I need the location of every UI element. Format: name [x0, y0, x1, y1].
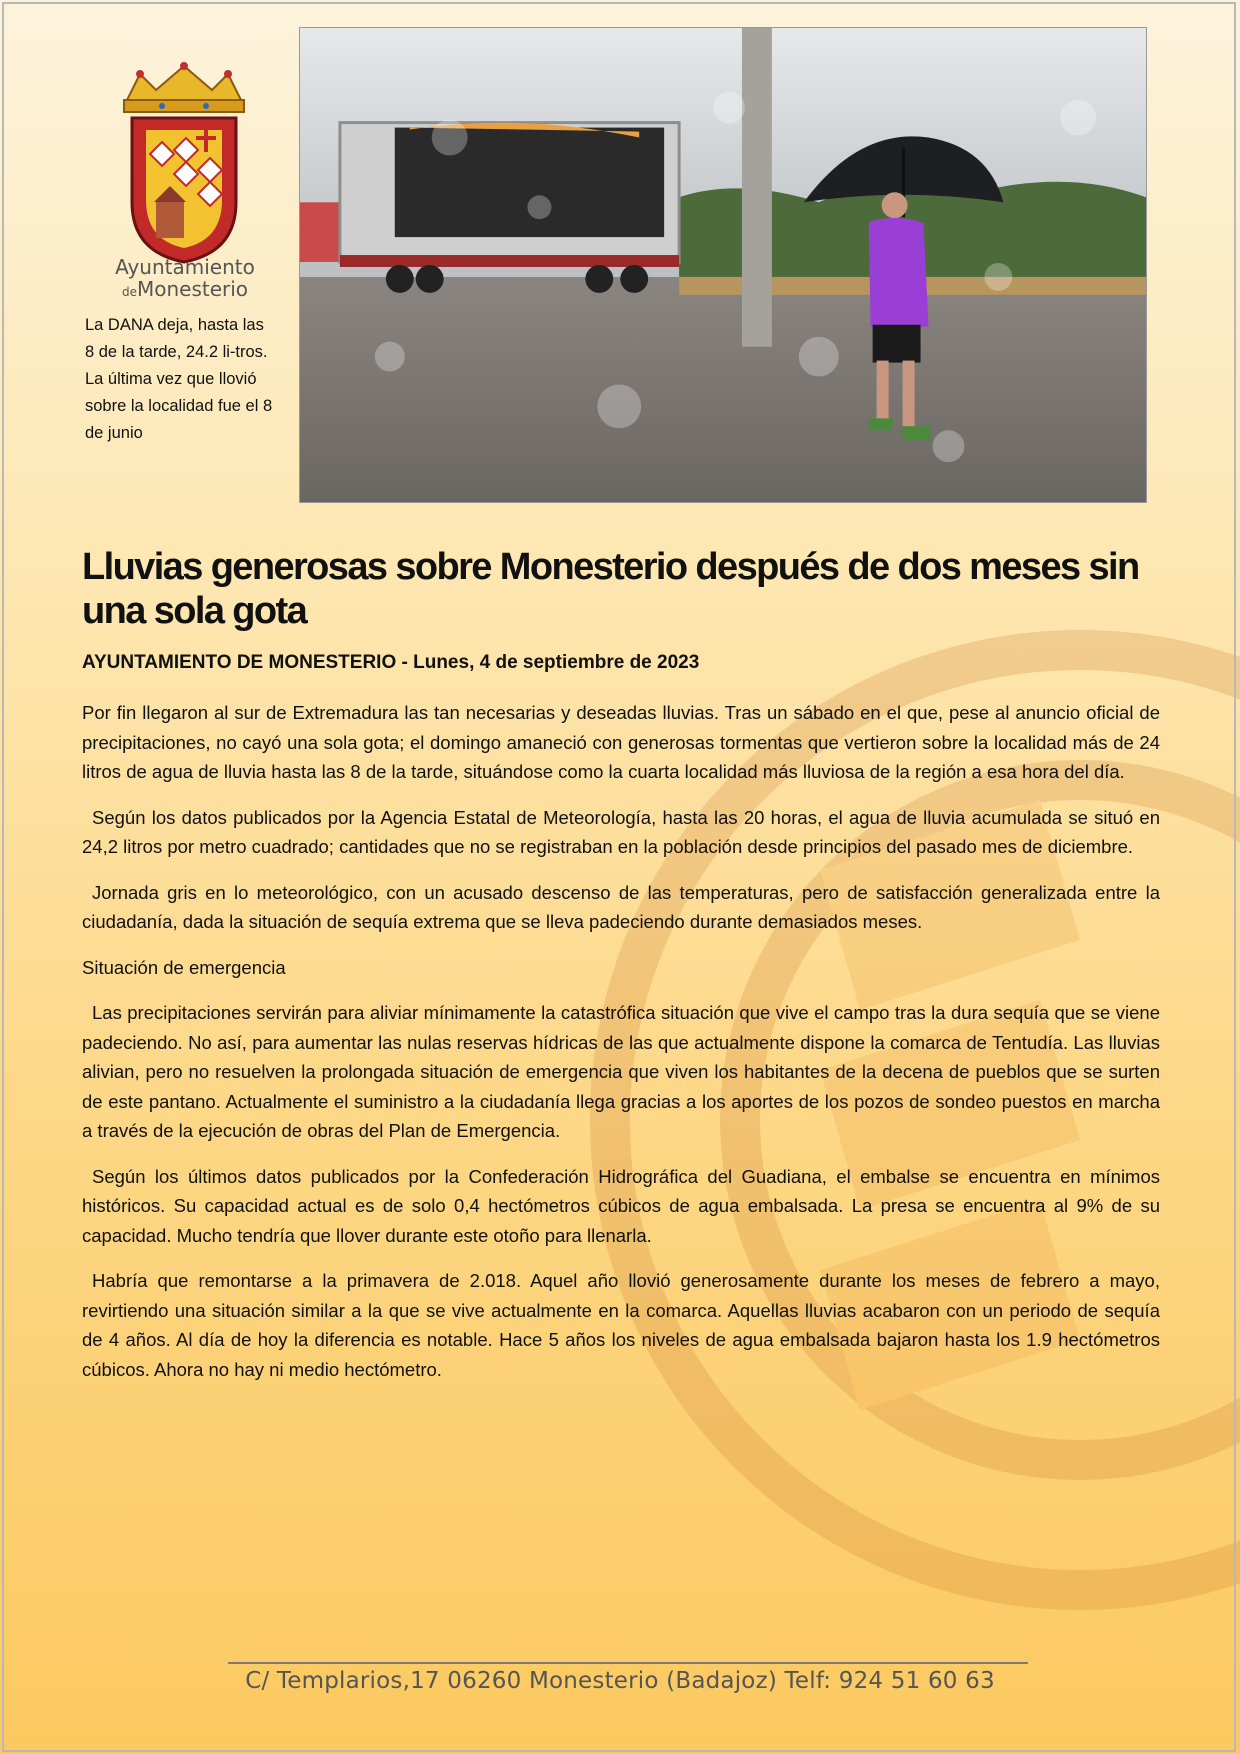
- section-subheading: Situación de emergencia: [82, 956, 286, 978]
- article-byline: AYUNTAMIENTO DE MONESTERIO - Lunes, 4 de septiembre de 2023: [82, 652, 700, 673]
- paragraph-2: Según los datos publicados por la Agencia Estatal de Meteorología, hasta las 20 horas, el agua de lluvia acumulada se situó en 24,2 litros por metro cuadrado; cantidades que no se registraban en la población desde principios del pasado mes de diciembre.: [82, 806, 1160, 857]
- article-body: [82, 698, 1160, 1400]
- paragraph-5: Según los últimos datos publicados por la Confederación Hidrográfica del Guadiana, el embalse se encuentra en mínimos históricos. Su capacidad actual es de solo 0,4 hectómetros cúbicos de agua embalsada. La presa se encuentra al 9% de su capacidad. Mucho tendría que llover durante este otoño para llenarla.: [82, 1165, 1160, 1246]
- paragraph-3: Jornada gris en lo meteorológico, con un acusado descenso de las temperaturas, pero de satisfacción generalizada entre la ciudadanía, dada la situación de sequía extrema que se lleva padeciendo durante demasiados meses.: [82, 881, 1160, 932]
- article-headline: Lluvias generosas sobre Monesterio después de dos meses sin una sola gota: [82, 546, 1139, 632]
- logo-line-ayuntamiento: Ayuntamiento: [115, 255, 255, 279]
- logo-wordmark: [100, 256, 270, 303]
- rain-photo: [299, 27, 1147, 503]
- logo-line-monesterio: deMonesterio: [121, 277, 249, 301]
- footer-divider: [228, 1662, 1028, 1664]
- photo-caption: La DANA deja, hasta las 8 de la tarde, 24.2 li-tros. La última vez que llovió sobre la localidad fue el 8 de junio: [85, 316, 273, 442]
- paragraph-4: Las precipitaciones servirán para aliviar mínimamente la catastrófica situación que vive el campo tras la dura sequía que se viene padeciendo. No así, para aumentar las nulas reservas hídricas de las que actualmente dispone la comarca de Tentudía. Las lluvias alivian, pero no resuelven la prolongada situación de emergencia que viven los habitantes de la decena de pueblos que se surten de este pantano. Actualmente el suministro a la ciudadanía llega gracias a los aportes de los pozos de sondeo puestos en marcha a través de la ejecución de obras del Plan de Emergencia.: [82, 1002, 1160, 1141]
- paragraph-1: Por fin llegaron al sur de Extremadura las tan necesarias y deseadas lluvias. Tras un sábado en el que, pese al anuncio oficial de precipitaciones, no cayó una sola gota; el domingo amaneció con generosas tormentas que vertieron sobre la localidad más de 24 litros de agua de lluvia hasta las 8 de la tarde, situándose como la cuarta localidad más lluviosa de la región a esa hora del día.: [82, 702, 1160, 782]
- paragraph-6: Habría que remontarse a la primavera de 2.018. Aquel año llovió generosamente durante los meses de febrero a mayo, revirtiendo una situación similar a la que se vive actualmente en la comarca. Aquellas lluvias acabaron con un periodo de sequía de 4 años. Al día de hoy la diferencia es notable. Hace 5 años los niveles de agua embalsada bajaron hasta los 1.9 hectómetros cúbicos. Ahora no hay ni medio hectómetro.: [82, 1270, 1160, 1380]
- footer-address: C/ Templarios,17 06260 Monesterio (Badajoz) Telf: 924 51 60 63: [245, 1668, 995, 1694]
